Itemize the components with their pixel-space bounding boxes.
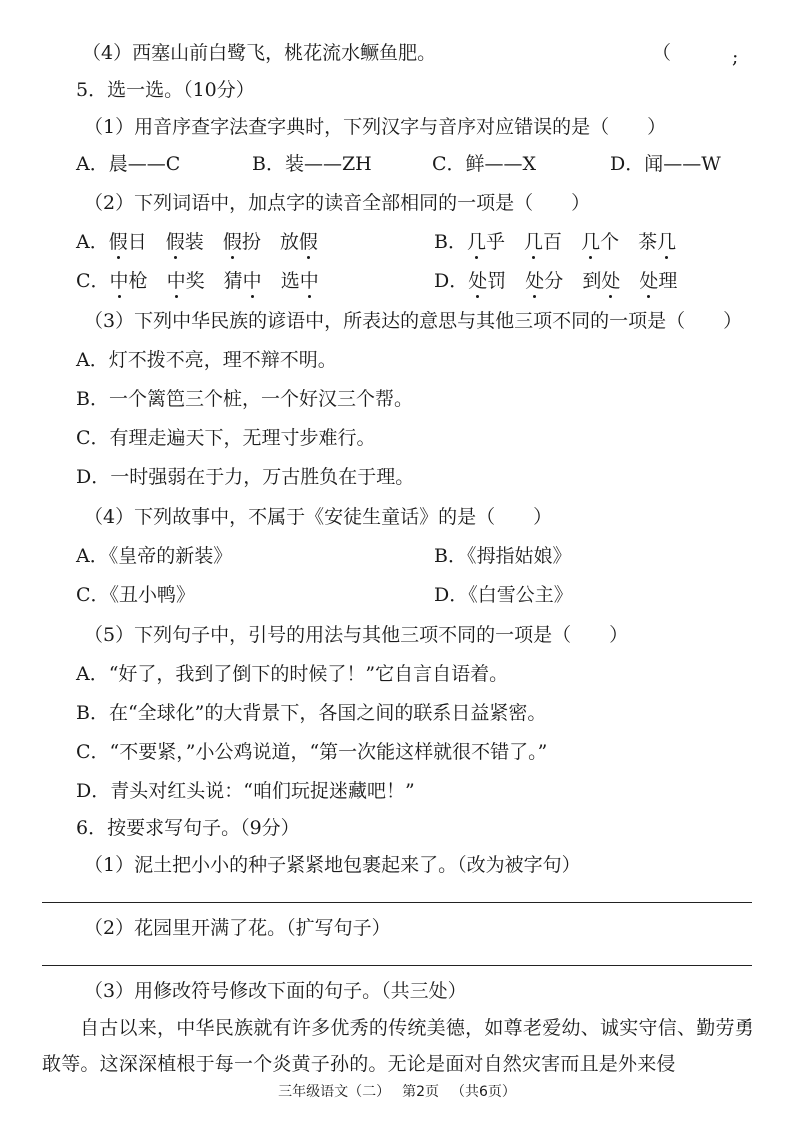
answer-tail-mark: ; [732, 46, 739, 68]
q6-1-prompt: （1）泥土把小小的种子紧紧地包裹起来了。（改为被字句） [84, 854, 581, 876]
dotted-char: 假 [298, 231, 318, 253]
q5-1-option-d: D．闻——W [610, 153, 721, 175]
q5-4-stem: （4）下列故事中，不属于《安徒生童话》的是（ ） [84, 506, 553, 528]
q5-2-option-b [434, 229, 676, 255]
dotted-char: 中 [166, 270, 186, 292]
word-b2: 几百 [524, 231, 563, 253]
q5-4-option-c: C．《丑小鸭》 [76, 584, 196, 606]
dotted-char: 几 [524, 231, 544, 253]
dotted-char: 几 [466, 231, 486, 253]
q5-4-option-b: B．《拇指姑娘》 [434, 545, 572, 567]
page-footer [0, 1082, 794, 1102]
answer-line-1[interactable] [42, 902, 752, 903]
q5-3-stem: （3）下列中华民族的谚语中，所表达的意思与其他三项不同的一项是（ ） [84, 310, 743, 332]
answer-paren: （ [652, 42, 672, 64]
footer-page: 第2页 [402, 1084, 439, 1100]
q5-heading: 5．选一选。（10分） [76, 79, 255, 101]
q5-3-option-b: B．一个篱笆三个桩，一个好汉三个帮。 [76, 388, 413, 410]
q5-4-option-a: A．《皇帝的新装》 [76, 545, 233, 567]
word-b1: 几乎 [466, 231, 505, 253]
q5-3-option-d: D．一时强弱在于力，万古胜负在于理。 [76, 466, 415, 488]
dotted-char: 假 [222, 231, 242, 253]
dotted-char: 处 [601, 270, 621, 292]
option-label: C． [76, 270, 110, 292]
dotted-char: 中 [299, 270, 319, 292]
word-d1: 处罚 [468, 270, 507, 292]
q5-5-option-b: B．在“全球化”的大背景下，各国之间的联系日益紧密。 [76, 702, 547, 724]
q5-2-stem: （2）下列词语中，加点字的读音全部相同的一项是（ ） [84, 192, 591, 214]
dotted-char: 假 [108, 231, 128, 253]
word-d3: 到处 [582, 270, 621, 292]
answer-line-2[interactable] [42, 965, 752, 966]
footer-total: （共6页） [451, 1084, 516, 1100]
option-label: B． [434, 231, 467, 253]
word-c4: 选中 [280, 270, 319, 292]
dotted-char: 中 [109, 270, 129, 292]
q5-5-option-a: A．“好了，我到了倒下的时候了！”它自言自语着。 [76, 663, 509, 685]
word-a4: 放假 [279, 231, 318, 253]
word-b3: 几个 [581, 231, 620, 253]
dotted-char: 中 [242, 270, 262, 292]
q5-5-stem: （5）下列句子中，引号的用法与其他三项不同的一项是（ ） [84, 624, 629, 646]
q6-3-passage: 自古以来，中华民族就有许多优秀的传统美德，如尊老爱幼、诚实守信、勤劳勇敢等。这深深植根于每一个炎黄子孙的。无论是面对自然灾害而且是外来侵 [42, 1017, 754, 1075]
q5-2-option-c [76, 268, 319, 294]
q5-2-option-d [434, 268, 677, 294]
q5-2-option-a [76, 229, 318, 255]
footer-subject: 三年级语文（二） [278, 1084, 391, 1100]
q5-5-option-d: D．青头对红头说：“咱们玩捉迷藏吧！” [76, 780, 415, 802]
word-c3: 猜中 [223, 270, 262, 292]
dotted-char: 假 [165, 231, 185, 253]
q5-3-option-a: A．灯不拨不亮，理不辩不明。 [76, 349, 337, 371]
q5-5-option-c: C．“不要紧，”小公鸡说道，“第一次能这样就很不错了。” [76, 741, 548, 763]
poem-item-4: （4）西塞山前白鹭飞，桃花流水鳜鱼肥。 [82, 42, 437, 64]
word-a1: 假日 [108, 231, 147, 253]
word-d4: 处理 [639, 270, 678, 292]
q5-1-option-a: A．晨——C [76, 153, 181, 175]
word-c2: 中奖 [166, 270, 205, 292]
q5-1-stem: （1）用音序查字法查字典时，下列汉字与音序对应错误的是（ ） [84, 116, 667, 138]
q6-heading: 6．按要求写句子。（9分） [76, 817, 300, 839]
dotted-char: 处 [525, 270, 545, 292]
q5-1-option-c: C．鲜——X [432, 153, 537, 175]
option-label: A． [76, 231, 109, 253]
word-c1: 中枪 [109, 270, 148, 292]
word-d2: 处分 [525, 270, 564, 292]
q5-1-option-b: B．装——ZH [252, 153, 372, 175]
dotted-char: 几 [657, 231, 677, 253]
dotted-char: 几 [581, 231, 601, 253]
q5-4-option-d: D．《白雪公主》 [434, 584, 573, 606]
word-a3: 假扮 [222, 231, 261, 253]
word-b4: 茶几 [638, 231, 677, 253]
q6-2-prompt: （2）花园里开满了花。（扩写句子） [84, 917, 391, 939]
dotted-char: 处 [639, 270, 659, 292]
word-a2: 假装 [165, 231, 204, 253]
dotted-char: 处 [468, 270, 488, 292]
option-label: D． [434, 270, 469, 292]
q5-3-option-c: C．有理走遍天下，无理寸步难行。 [76, 427, 376, 449]
q6-3-prompt: （3）用修改符号修改下面的句子。（共三处） [84, 980, 467, 1002]
